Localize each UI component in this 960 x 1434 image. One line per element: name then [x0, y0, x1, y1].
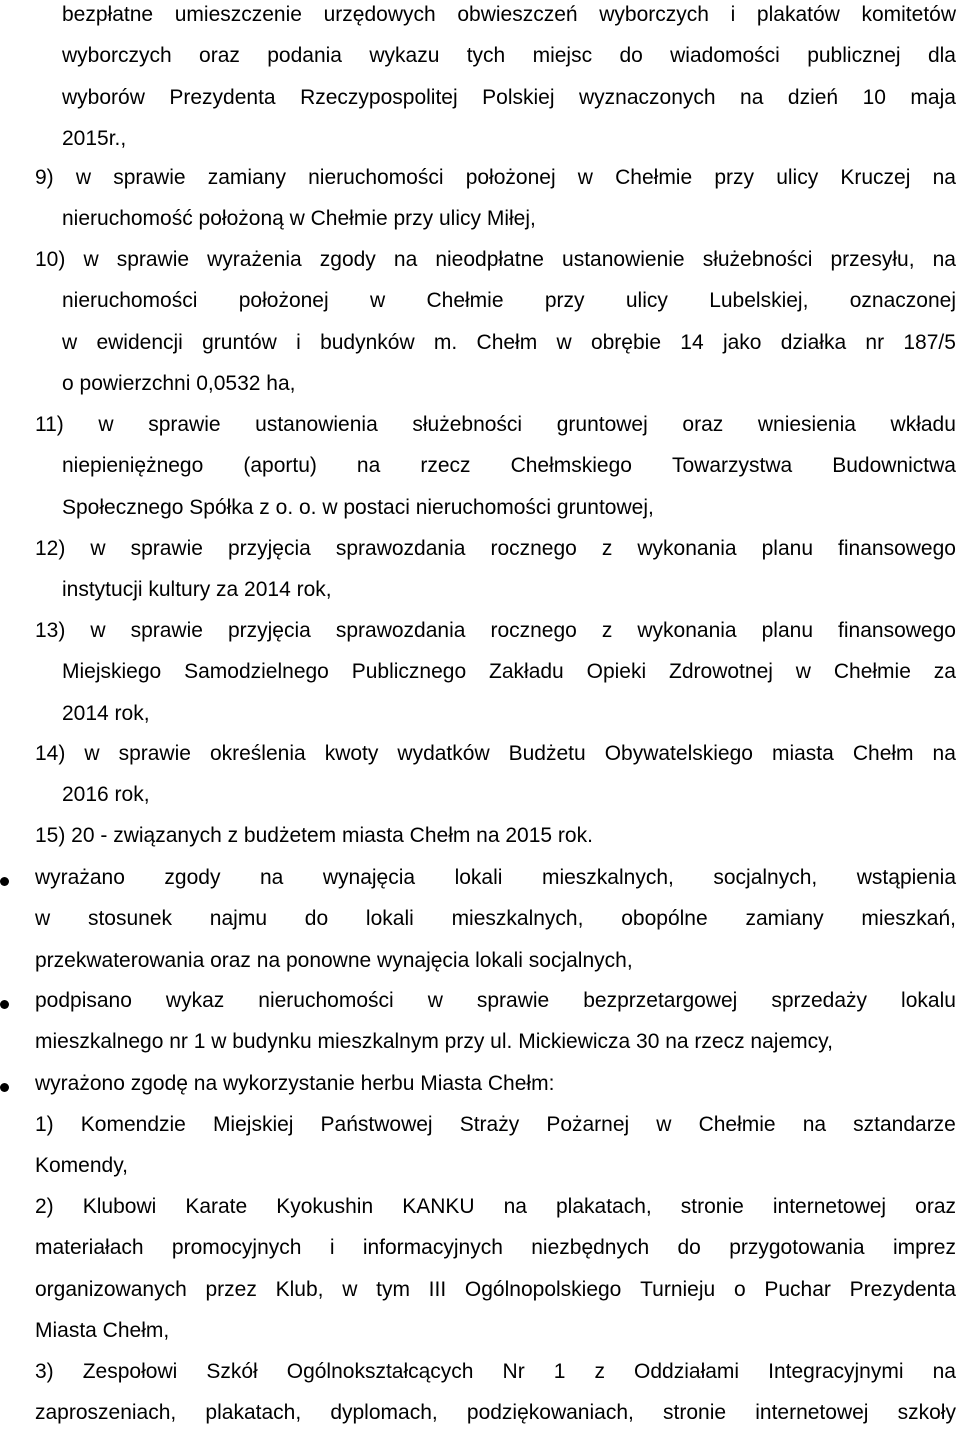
item-8-continuation — [62, 0, 956, 159]
text-line: nieruchomość położoną w Chełmie przy ulicy Miłej, — [62, 207, 536, 231]
text-line: niepieniężnego (aportu) na rzecz Chełmskiego Towarzystwa Budownictwa — [62, 454, 956, 478]
item-12 — [35, 528, 956, 611]
bullet-item-2 — [35, 980, 956, 1063]
text-line: 11) w sprawie ustanowienia służebności gruntowej oraz wniesienia wkładu — [35, 413, 956, 436]
text-line: wyrażono zgodę na wykorzystanie herbu Miasta Chełm: — [35, 1072, 555, 1095]
text-line: wyborczych oraz podania wykazu tych miejsc do wiadomości publicznej dla — [62, 44, 956, 68]
text-line: 15) 20 - związanych z budżetem miasta Chełm na 2015 rok. — [35, 824, 593, 847]
item-10 — [35, 239, 956, 404]
text-line: 9) w sprawie zamiany nieruchomości położonej w Chełmie przy ulicy Kruczej na — [35, 166, 956, 189]
bullet-item-3 — [35, 1063, 956, 1104]
text-line: w stosunek najmu do lokali mieszkalnych, obopólne zamiany mieszkań, — [35, 907, 956, 931]
bullet-item-1 — [35, 857, 956, 981]
text-line: organizowanych przez Klub, w tym III Ogólnopolskiego Turnieju o Puchar Prezydenta — [35, 1277, 956, 1301]
bullet-icon — [0, 1083, 9, 1092]
text-line: Społecznego Spółka z o. o. w postaci nieruchomości gruntowej, — [62, 495, 654, 519]
text-line: o powierzchni 0,0532 ha, — [62, 371, 296, 395]
bullet-icon — [0, 1000, 9, 1009]
text-line: przekwaterowania oraz na ponowne wynajęcia lokali socjalnych, — [35, 948, 633, 972]
text-line: materiałach promocyjnych i informacyjnych niezbędnych do przygotowania imprez — [35, 1236, 956, 1260]
text-line: w ewidencji gruntów i budynków m. Chełm w obrębie 14 jako działka nr 187/5 — [62, 330, 956, 354]
text-line: Miejskiego Samodzielnego Publicznego Zakładu Opieki Zdrowotnej w Chełmie za — [62, 660, 956, 684]
text-line: zaproszeniach, plakatach, dyplomach, podziękowaniach, stronie internetowej szkoły — [35, 1401, 956, 1425]
item-15 — [35, 815, 956, 856]
text-line: nieruchomości położonej w Chełmie przy ulicy Lubelskiej, oznaczonej — [62, 289, 956, 313]
text-line: wyrażano zgody na wynajęcia lokali mieszkalnych, socjalnych, wstąpienia — [35, 866, 956, 889]
text-line: 12) w sprawie przyjęcia sprawozdania rocznego z wykonania planu finansowego — [35, 537, 956, 560]
text-line: 13) w sprawie przyjęcia sprawozdania rocznego z wykonania planu finansowego — [35, 619, 956, 642]
text-line: 2014 rok, — [62, 701, 150, 725]
text-line: instytucji kultury za 2014 rok, — [62, 578, 332, 602]
text-line: 14) w sprawie określenia kwoty wydatków Budżetu Obywatelskiego miasta Chełm na — [35, 742, 956, 765]
sub-item-1 — [35, 1104, 956, 1187]
text-line: 10) w sprawie wyrażenia zgody na nieodpłatne ustanowienie służebności przesyłu, na — [35, 248, 956, 271]
sub-item-3 — [35, 1351, 956, 1434]
item-13 — [35, 610, 956, 734]
text-line: mieszkalnego nr 1 w budynku mieszkalnym przy ul. Mickiewicza 30 na rzecz najemcy, — [35, 1030, 833, 1054]
sub-item-2 — [35, 1186, 956, 1351]
text-line: podpisano wykaz nieruchomości w sprawie bezprzetargowej sprzedaży lokalu — [35, 989, 956, 1012]
text-line: 2015r., — [62, 126, 127, 150]
text-line: 2016 rok, — [62, 783, 150, 807]
item-11 — [35, 404, 956, 528]
bullet-icon — [0, 877, 9, 886]
text-line: bezpłatne umieszczenie urzędowych obwieszczeń wyborczych i plakatów komitetów — [62, 3, 956, 26]
text-line: Komendy, — [35, 1154, 128, 1178]
item-9 — [35, 157, 956, 240]
text-line: Miasta Chełm, — [35, 1318, 170, 1342]
text-line: 1) Komendzie Miejskiej Państwowej Straży Pożarnej w Chełmie na sztandarze — [35, 1113, 956, 1136]
item-14 — [35, 733, 956, 816]
text-line: 3) Zespołowi Szkół Ogólnokształcących Nr 1 z Oddziałami Integracyjnymi na — [35, 1360, 956, 1383]
text-line: wyborów Prezydenta Rzeczypospolitej Polskiej wyznaczonych na dzień 10 maja — [62, 85, 956, 109]
text-line: 2) Klubowi Karate Kyokushin KANKU na plakatach, stronie internetowej oraz — [35, 1195, 956, 1218]
